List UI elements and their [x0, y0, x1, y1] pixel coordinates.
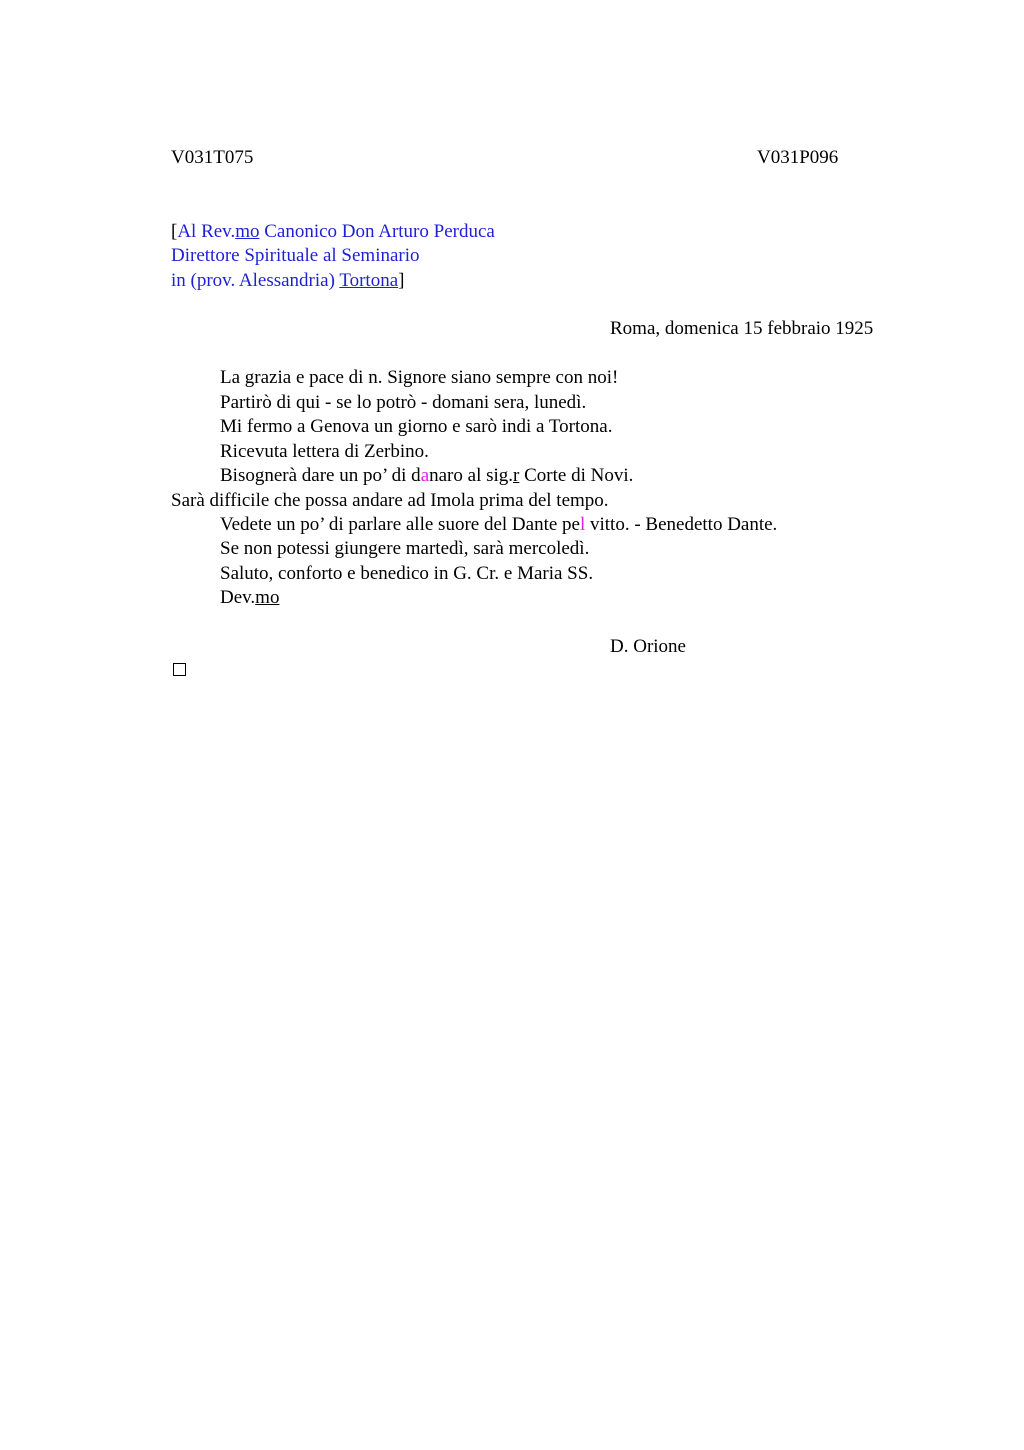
address-location-prefix: in (prov. Alessandria) [171, 270, 340, 291]
address-title [177, 221, 495, 242]
body-line-7 [220, 513, 777, 537]
address-title-abbrev: mo [235, 221, 260, 242]
body-line-8: Se non potessi giungere martedì, sarà mercoledì. [220, 538, 590, 559]
closing-prefix: Dev. [220, 587, 256, 608]
body-line-6: Sarà difficile che possa andare ad Imola prima del tempo. [171, 490, 609, 511]
close-bracket: ] [398, 270, 405, 291]
closing-salutation [220, 586, 279, 610]
address-city: Tortona [339, 270, 399, 291]
address-title-prefix: Al Rev. [177, 221, 236, 242]
body-line-5 [220, 464, 633, 488]
body-line-1: La grazia e pace di n. Signore siano sempre con noi! [220, 367, 619, 388]
address-recipient-name: Canonico Don Arturo Perduca [259, 221, 495, 242]
body-line-7-post: vitto. - Benedetto Dante. [585, 514, 778, 535]
document-code-left: V031T075 [171, 147, 254, 168]
body-line-4: Ricevuta lettera di Zerbino. [220, 441, 429, 462]
body-line-9: Saluto, conforto e benedico in G. Cr. e Maria SS. [220, 563, 594, 584]
body-line-7-pre: Vedete un po’ di parlare alle suore del Dante pe [220, 514, 580, 535]
open-bracket: [ [171, 221, 178, 242]
body-line-5-mid: naro al sig. [429, 465, 514, 486]
address-location [171, 270, 398, 291]
closing-abbrev: mo [255, 587, 280, 608]
correction-highlight: l [579, 514, 586, 535]
address-line-1 [171, 220, 495, 244]
body-line-2: Partirò di qui - se lo potrò - domani sera, lunedì. [220, 392, 587, 413]
date-line: Roma, domenica 15 febbraio 1925 [610, 318, 874, 339]
body-line-5-post: Corte di Novi. [519, 465, 634, 486]
end-mark-square-icon [173, 663, 186, 676]
body-line-5-pre: Bisognerà dare un po’ di d [220, 465, 421, 486]
signature: D. Orione [610, 636, 686, 657]
correction-highlight: a [420, 465, 430, 486]
address-line-2: Direttore Spirituale al Seminario [171, 245, 420, 266]
body-line-3: Mi fermo a Genova un giorno e sarò indi a Tortona. [220, 416, 613, 437]
abbrev-underlined: r [513, 465, 520, 486]
document-code-right: V031P096 [757, 147, 839, 168]
address-line-3 [171, 269, 404, 293]
